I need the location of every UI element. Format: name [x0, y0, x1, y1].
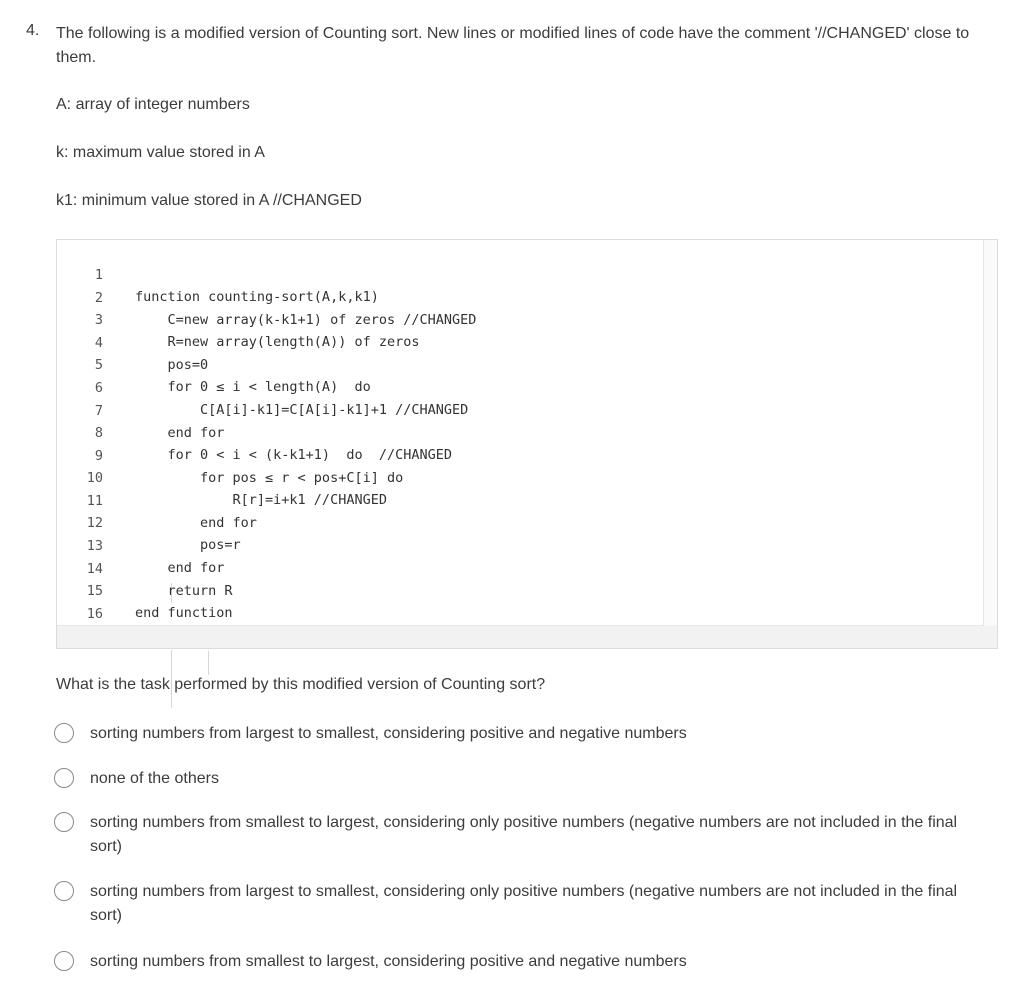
- radio-button[interactable]: [54, 881, 74, 901]
- line-number: 16: [86, 606, 103, 622]
- answer-option[interactable]: [54, 811, 994, 859]
- code-text: C[A[i]-k1]=C[A[i]-k1]+1 //CHANGED: [135, 402, 469, 418]
- param-k1: k1: minimum value stored in A //CHANGED: [56, 192, 362, 209]
- line-number: 9: [94, 448, 103, 464]
- line-number: 3: [94, 312, 103, 328]
- radio-button[interactable]: [54, 768, 74, 788]
- code-text: end function: [135, 605, 233, 621]
- line-number: 12: [86, 515, 103, 531]
- indent-guide: [208, 651, 209, 675]
- line-number: 6: [94, 380, 103, 396]
- code-area: [57, 240, 984, 626]
- code-text: for pos ≤ r < pos+C[i] do: [135, 470, 404, 486]
- code-line: [57, 242, 957, 305]
- answer-option[interactable]: [54, 950, 994, 974]
- option-label[interactable]: sorting numbers from largest to smallest, considering only positive numbers (negative numbers are not included in the final sort): [90, 883, 958, 924]
- line-number: 15: [86, 583, 103, 599]
- line-number: 14: [86, 561, 103, 577]
- code-text: function counting-sort(A,k,k1): [135, 289, 379, 305]
- radio-button[interactable]: [54, 723, 74, 743]
- code-text: return R: [135, 583, 233, 599]
- code-text: end for: [135, 560, 225, 576]
- code-text: for 0 < i < (k-k1+1) do //CHANGED: [135, 447, 452, 463]
- line-number: 4: [94, 335, 103, 351]
- code-text: R[r]=i+k1 //CHANGED: [135, 492, 387, 508]
- code-text: for 0 ≤ i < length(A) do: [135, 379, 371, 395]
- line-number: 10: [86, 470, 103, 486]
- answer-option[interactable]: [54, 767, 994, 791]
- line-number: 13: [86, 538, 103, 554]
- code-text: R=new array(length(A)) of zeros: [135, 334, 420, 350]
- code-text: end for: [135, 515, 257, 531]
- radio-button[interactable]: [54, 951, 74, 971]
- param-a: A: array of integer numbers: [56, 96, 250, 113]
- question-intro: The following is a modified version of Counting sort. New lines or modified lines of code have the comment '//CHANGED' close to them.: [56, 25, 970, 66]
- param-k: k: maximum value stored in A: [56, 144, 265, 161]
- option-label[interactable]: sorting numbers from smallest to largest, considering only positive numbers (negative numbers are not included in the final sort): [90, 814, 958, 855]
- option-label[interactable]: sorting numbers from smallest to largest, considering positive and negative numbers: [90, 953, 687, 970]
- question-prompt: What is the task performed by this modified version of Counting sort?: [56, 676, 546, 693]
- code-text: pos=r: [135, 537, 241, 553]
- question-number: 4.: [26, 22, 40, 39]
- option-label[interactable]: none of the others: [90, 770, 219, 787]
- code-block: [56, 239, 998, 649]
- line-number: 7: [94, 403, 103, 419]
- line-number: 11: [86, 493, 103, 509]
- line-number: 1: [94, 267, 103, 283]
- answer-option[interactable]: [54, 722, 994, 746]
- code-text: pos=0: [135, 357, 209, 373]
- code-block-footer: [57, 626, 997, 648]
- line-number: 2: [94, 290, 103, 306]
- radio-button[interactable]: [54, 812, 74, 832]
- line-number: 5: [94, 357, 103, 373]
- option-label[interactable]: sorting numbers from largest to smallest, considering positive and negative numbers: [90, 725, 687, 742]
- line-number: 8: [94, 425, 103, 441]
- code-text: C=new array(k-k1+1) of zeros //CHANGED: [135, 312, 477, 328]
- code-text: end for: [135, 425, 225, 441]
- answer-option[interactable]: [54, 880, 994, 928]
